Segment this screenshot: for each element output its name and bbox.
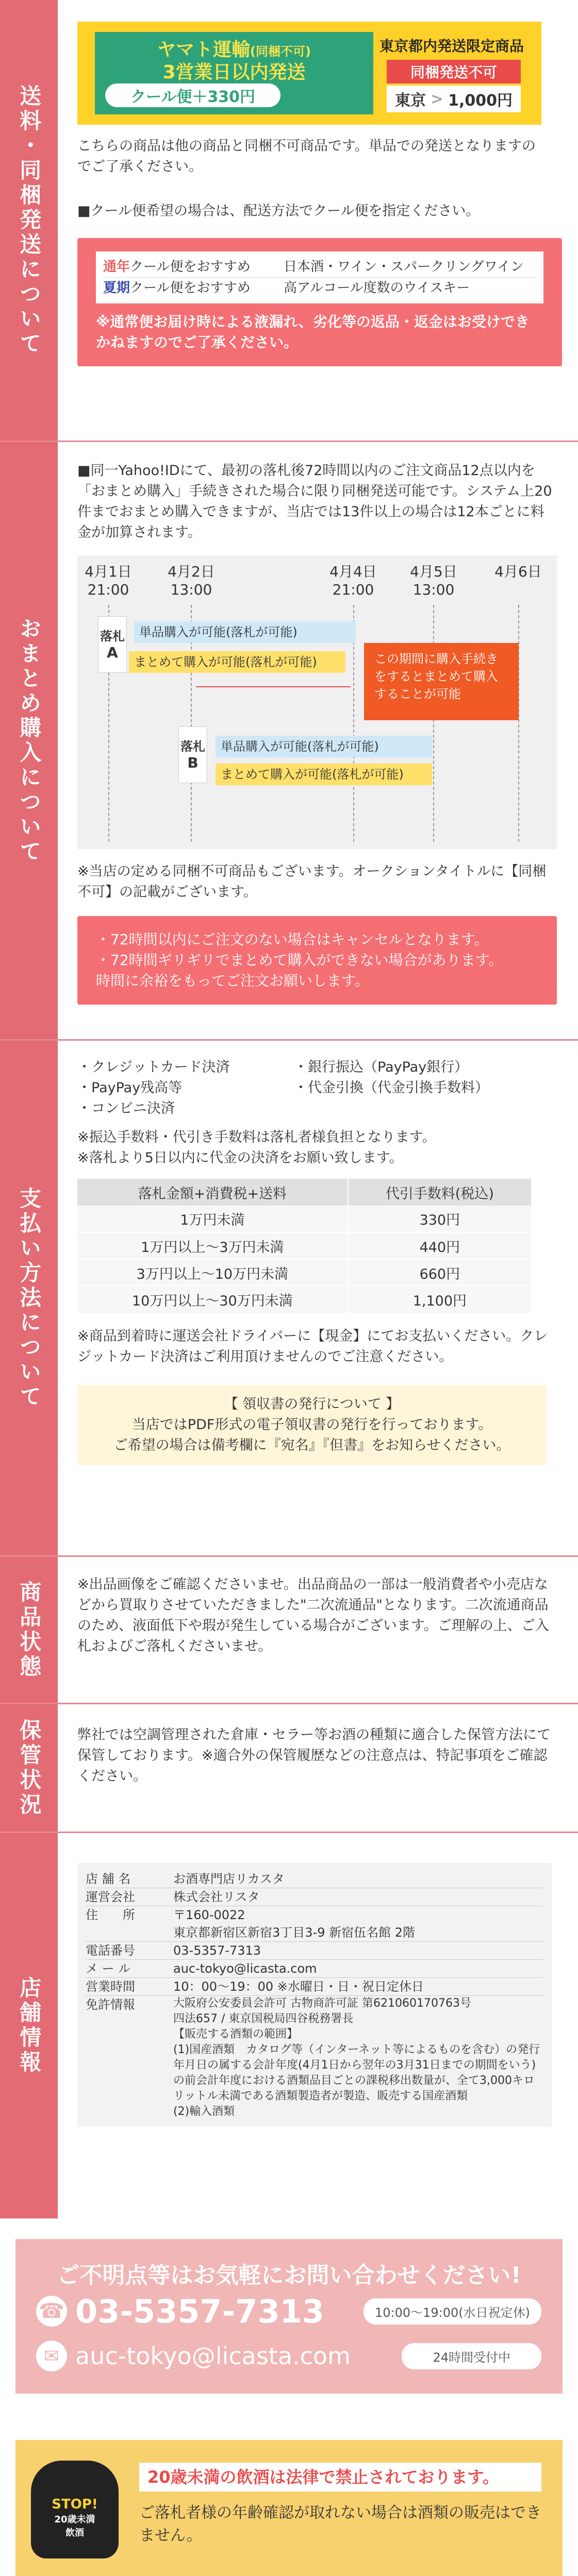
table-row: 1万円以上〜3万円未満 440円 <box>77 1232 531 1259</box>
period-arrow <box>196 686 351 687</box>
arrow-icon: > <box>430 90 444 108</box>
fee-note: ※振込手数料・代引き手数料は落札者様負担となります。 <box>77 1129 436 1145</box>
cod-fee-table <box>77 1179 531 1313</box>
mail-icon: ✉ <box>36 2341 67 2371</box>
minor-notice-section <box>0 2414 578 2576</box>
table-row: 3万円以上〜10万円未満 660円 <box>77 1259 531 1286</box>
table-row: 店 舗 名 お酒専門店リカスタ <box>86 1870 543 1888</box>
tokyo-only-label: 東京都内発送限定商品 <box>374 32 529 59</box>
bundle-note: ※当店の定める同梱不可商品もございます。オークションタイトルに【同梱不可】の記載がございます。 <box>77 863 547 900</box>
region-label: 東京 <box>395 92 426 110</box>
ship-days: 3営業日以内発送 <box>162 62 306 83</box>
payment-section <box>0 1041 578 1557</box>
email-hours: 24時間受付中 <box>402 2343 541 2369</box>
bundle-rules: ■同一Yahoo!IDにて、最初の落札後72時間以内のご注文商品12点以内を「おまとめ購入」手続きされた場合に限り同梱発送可能です。システム上20件までおまとめ購入できますが、当店では13件以上の場合は12本ごとに料金が加算されます。 <box>77 463 552 540</box>
table-row: 免許情報 大阪府公安委員会許可 古物商許可証 第621060170763号 四法657 / 東京国税局四谷税務署長 【販売する酒類の範囲】 (1)国産酒類 カタログ等（インターネット等によるものを含む）の発行年月日の属する会計年度(4月1日から翌年の3月31日までの期間をいう)の前会計年度における酒類品目ごとの課税移出数量が、全て3,000キロリットル未満である酒類製造者が製造、販売する国産酒類 (2)輸入酒類 <box>86 1997 540 2118</box>
phone-row[interactable] <box>36 2291 541 2332</box>
table-row: 10万円以上〜30万円未満 1,100円 <box>77 1286 531 1313</box>
single-bar-a: 単品購入が可能(落札が可能) <box>134 621 356 643</box>
price-row <box>387 86 521 112</box>
email-row[interactable] <box>36 2338 541 2374</box>
combined-bar-b: まとめて購入が可能(落札が可能) <box>216 764 432 785</box>
minor-line2: ご落札者様の年齢確認が取れない場合は酒類の販売はできません。 <box>139 2504 541 2545</box>
condition-section <box>0 1557 578 1704</box>
table-row: 1万円未満 330円 <box>77 1206 531 1232</box>
email-address[interactable]: auc-tokyo@licasta.com <box>75 2342 351 2370</box>
guide-line <box>518 605 519 842</box>
deadline-note: ※落札より5日以内に代金の決済をお願い致します。 <box>77 1150 403 1166</box>
condition-text: ※出品画像をご確認くださいませ。出品商品の一部は一般消費者や小売店などから買取りさせていただきました"二次流通品"となります。二次流通商品のため、液面低下や瑕が発生している場合がございます。ご理解の上、ご入札およびご落札くださいませ。 <box>77 1577 549 1654</box>
section-side-label: 送料・同梱発送について <box>0 0 58 440</box>
section-side-label: 支払い方法について <box>0 1041 58 1555</box>
table-row: 電話番号 03-5357-7313 <box>86 1942 543 1960</box>
list-item: ・コンビニ決済 <box>77 1100 175 1116</box>
date-5: 4月6日 <box>494 563 542 580</box>
return-warning: ※通常便お届け時による液漏れ、劣化等の返品・返金はお受けできかねますのでご了承ください。 <box>96 313 530 351</box>
storage-text: 弊社では空調管理された倉庫・セラー等お酒の種類に適合した保管方法にて保管しております。※適合外の保管履歴などの注意点は、特記事項をご確認ください。 <box>77 1727 551 1784</box>
table-row: メ ー ル auc-tokyo@licasta.com <box>86 1960 543 1978</box>
store-info <box>77 1863 552 2127</box>
section-side-label: 保管状況 <box>0 1704 58 1832</box>
table-header: 代引手数料(税込) <box>385 1185 494 1202</box>
phone-icon: ☎ <box>36 2296 67 2327</box>
section-side-label: 商品状態 <box>0 1557 58 1703</box>
combined-bar-a: まとめて購入が可能(落札が可能) <box>129 651 345 673</box>
single-bar-b: 単品購入が可能(落札が可能) <box>216 736 432 757</box>
timeline-diagram <box>77 555 557 849</box>
bundle-notice: こちらの商品は他の商品と同梱不可商品です。単品での発送となりますのでご了承ください。 <box>77 138 536 175</box>
guide-line <box>433 605 434 842</box>
contact-banner <box>15 2239 563 2394</box>
bid-a-marker: 落札 A <box>98 616 127 673</box>
table-row: 住 所 〒160-0022 東京都新宿区新宿3丁目3-9 新宿伍名館 2階 <box>86 1906 543 1942</box>
list-item: ・PayPay残高等 <box>77 1080 183 1096</box>
list-item: 通年クール便をおすすめ 日本酒・ワイン・スパークリングワイン <box>103 259 524 275</box>
callout-box: この期間に購入手続きをするとまとめて購入することが可能 <box>364 643 519 720</box>
no-bundle-label: 同梱発送不可 <box>387 60 521 83</box>
date-3: 4月4日 21:00 <box>329 563 377 598</box>
price-value: 1,000円 <box>448 92 513 110</box>
list-item: 夏期クール便をおすすめ 高アルコール度数のウイスキー <box>103 277 536 298</box>
stop-hand-icon: STOP! 20歳未満 飲酒 <box>31 2461 119 2558</box>
phone-hours: 10:00〜19:00(水日祝定休) <box>364 2298 541 2325</box>
shipping-section <box>0 0 578 442</box>
date-1: 4月1日 21:00 <box>85 563 132 598</box>
list-item: ・銀行振込（PayPay銀行） <box>294 1059 469 1075</box>
cool-fee-badge: クール便＋330円 <box>105 83 280 107</box>
section-side-label: 店舗情報 <box>0 1833 58 2218</box>
section-side-label: おまとめ購入について <box>0 442 58 1039</box>
shipping-banner <box>77 22 541 125</box>
cool-recommend-box <box>77 238 562 366</box>
yamato-title: ヤマト運輸(同梱不可) <box>157 39 311 60</box>
receipt-box: 【 領収書の発行について 】 当店ではPDF形式の電子領収書の発行を行っております。 ご希望の場合は備考欄に『宛名』『但書』をお知らせください。 <box>77 1385 547 1465</box>
cod-note: ※商品到着時に運送会社ドライバーに【現金】にてお支払いください。クレジットカード決済はご利用頂けませんのでご注意ください。 <box>77 1328 548 1365</box>
bundle-section <box>0 442 578 1041</box>
list-item: ・代金引換（代金引換手数料） <box>294 1080 489 1096</box>
minor-banner <box>15 2440 563 2576</box>
storage-section <box>0 1704 578 1833</box>
bundle-warning-box: ・72時間以内にご注文のない場合はキャンセルとなります。 ・72時間ギリギリでまとめて購入ができない場合があります。 時間に余裕をもってご注文お願いします。 <box>77 916 557 1005</box>
table-header: 落札金額+消費税+送料 <box>77 1179 348 1206</box>
contact-title: ご不明点等はお気軽にお問い合わせください! <box>57 2262 521 2289</box>
list-item: ・クレジットカード決済 <box>77 1059 230 1075</box>
cool-notice: ■クール便希望の場合は、配送方法でクール便を指定ください。 <box>77 203 480 219</box>
table-row: 運営会社 株式会社リスタ <box>86 1888 543 1906</box>
table-row: 営業時間 10：00〜19：00 ※水曜日・日・祝日定休日 <box>86 1978 543 1996</box>
minor-line1: 20歳未満の飲酒は法律で禁止されております。 <box>139 2463 541 2492</box>
payment-methods <box>77 1057 563 1119</box>
store-section <box>0 1833 578 2218</box>
phone-number[interactable]: 03-5357-7313 <box>75 2292 324 2330</box>
contact-section <box>0 2218 578 2414</box>
date-2: 4月2日 13:00 <box>168 563 215 598</box>
bid-b-marker: 落札 B <box>178 726 207 783</box>
date-4: 4月5日 13:00 <box>410 563 457 598</box>
